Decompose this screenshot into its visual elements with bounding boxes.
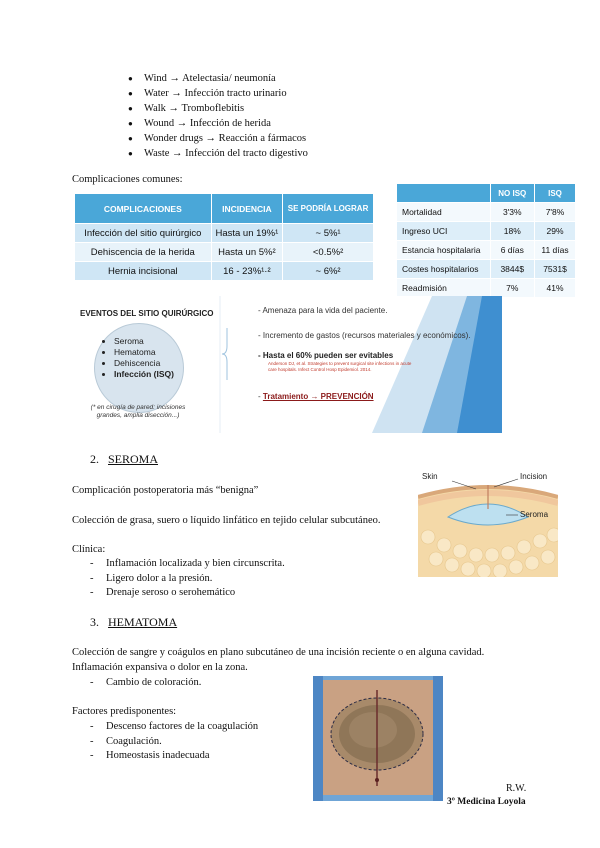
table-cell: 7'8% <box>535 203 576 222</box>
table-row <box>75 243 374 262</box>
list-item: - Homeostasis inadecuada <box>72 749 302 764</box>
list-item: - Inflamación localizada y bien circunscrita. <box>72 557 372 572</box>
table-cell: Readmisión <box>397 279 491 298</box>
hematoma-line2: Inflamación expansiva o dolor en la zona. <box>72 662 248 673</box>
table-row <box>397 203 576 222</box>
table-cell: Dehiscencia de la herida <box>75 243 212 262</box>
table-cell: 6 días <box>490 241 534 260</box>
events-note: (* en cirugía de pared: incisiones grandes, amplia disección...) <box>90 404 186 419</box>
table-cell: 7531$ <box>535 260 576 279</box>
table-cell: Estancia hospitalaria <box>397 241 491 260</box>
event-point: - Incremento de gastos (recursos materiales y económicos). <box>258 331 471 340</box>
factores-label: Factores predisponentes: <box>72 706 177 717</box>
event-point-text: Tratamiento → PREVENCIÓN <box>262 392 374 401</box>
table-header: ISQ <box>535 184 576 203</box>
table-cell: 16 - 23%¹·² <box>211 262 283 281</box>
complications-intro: Complicaciones comunes: <box>72 174 183 185</box>
table-cell: Hasta un 19%¹ <box>211 224 283 243</box>
events-title: EVENTOS DEL SITIO QUIRÚRGICO <box>80 309 214 318</box>
table-cell: Ingreso UCI <box>397 222 491 241</box>
event-point-text: Amenaza para la vida del paciente. <box>262 306 388 315</box>
table-cell: Infección del sitio quirúrgico <box>75 224 212 243</box>
figure-label-seroma: Seroma <box>520 510 549 519</box>
table-cell: 18% <box>490 222 534 241</box>
table-cell: 29% <box>535 222 576 241</box>
footer-initials: R.W. <box>506 783 527 794</box>
seroma-figure <box>418 467 558 577</box>
section-title: SEROMA <box>108 452 159 466</box>
w-list <box>128 71 428 161</box>
seroma-line2: Colección de grasa, suero o líquido linfático en tejido celular subcutáneo. <box>72 515 381 526</box>
hematoma-line1: Colección de sangre y coágulos en plano subcutáneo de una incisión reciente o en alguna cavidad. <box>72 647 485 658</box>
table-row <box>397 279 576 298</box>
table-row <box>397 241 576 260</box>
footer-course: 3º Medicina Loyola <box>447 797 526 807</box>
list-item: - Descenso factores de la coagulación <box>72 720 302 735</box>
seroma-line1: Complicación postoperatoria más “benigna” <box>72 485 259 496</box>
figure-label-skin: Skin <box>422 472 438 481</box>
table-header: INCIDENCIA <box>211 194 283 224</box>
events-slide <box>72 296 502 433</box>
table-cell: Mortalidad <box>397 203 491 222</box>
table-row <box>397 260 576 279</box>
event-point: - Amenaza para la vida del paciente. <box>258 306 388 315</box>
clinica-list <box>72 557 372 601</box>
table-header <box>397 184 491 203</box>
table-cell: ~ 5%¹ <box>283 224 374 243</box>
isq-table <box>396 183 576 298</box>
table-cell: <0.5%² <box>283 243 374 262</box>
event-point: - Tratamiento → PREVENCIÓN <box>258 392 374 401</box>
list-item: - Drenaje seroso o serohemático <box>72 586 372 601</box>
table-cell: 7% <box>490 279 534 298</box>
list-item: • Dehiscencia <box>114 358 174 369</box>
table-header: SE PODRÍA LOGRAR <box>283 194 374 224</box>
hematoma-sub <box>72 676 292 691</box>
seroma-heading <box>90 452 158 467</box>
table-cell: Hernia incisional <box>75 262 212 281</box>
list-item: • Seroma <box>114 336 174 347</box>
list-item: - Ligero dolor a la presión. <box>72 572 372 587</box>
complications-table <box>74 193 374 281</box>
clinica-label: Clínica: <box>72 544 106 555</box>
event-reference: Anderson DJ, et al. Strategies to prevent surgical site infections in acute care hospitals. Infect Control Hosp Epidemiol. 2014. <box>268 361 412 372</box>
event-point: - Hasta el 60% pueden ser evitables <box>258 351 394 360</box>
table-row <box>75 224 374 243</box>
list-item: - Cambio de coloración. <box>72 676 292 691</box>
table-cell: 3844$ <box>490 260 534 279</box>
table-cell: ~ 6%² <box>283 262 374 281</box>
list-item: ● Wind → Atelectasia/ neumonía <box>128 71 428 86</box>
list-item: ● Wound → Infección de herida <box>128 116 428 131</box>
event-point-text: Hasta el 60% pueden ser evitables <box>262 351 394 360</box>
table-row <box>397 222 576 241</box>
hematoma-photo <box>313 676 443 801</box>
figure-label-incision: Incision <box>520 472 548 481</box>
section-number: 2. <box>90 452 99 466</box>
section-number: 3. <box>90 615 99 629</box>
event-point-text: Incremento de gastos (recursos materiales y económicos). <box>262 331 471 340</box>
events-list <box>102 336 174 380</box>
table-row <box>75 262 374 281</box>
list-item: - Coagulación. <box>72 735 302 750</box>
factores-list <box>72 720 302 764</box>
list-item: ● Water → Infección tracto urinario <box>128 86 428 101</box>
list-item: ● Walk → Tromboflebitis <box>128 101 428 116</box>
list-item: • Hematoma <box>114 347 174 358</box>
hematoma-heading <box>90 615 177 630</box>
list-item: ● Wonder drugs → Reacción a fármacos <box>128 131 428 146</box>
table-cell: Hasta un 5%² <box>211 243 283 262</box>
table-cell: Costes hospitalarios <box>397 260 491 279</box>
table-header: NO ISQ <box>490 184 534 203</box>
table-header: COMPLICACIONES <box>75 194 212 224</box>
table-cell: 41% <box>535 279 576 298</box>
section-title: HEMATOMA <box>108 615 178 629</box>
list-item: ● Waste → Infección del tracto digestivo <box>128 146 428 161</box>
table-cell: 3'3% <box>490 203 534 222</box>
list-item: • Infección (ISQ) <box>114 369 174 380</box>
table-cell: 11 días <box>535 241 576 260</box>
